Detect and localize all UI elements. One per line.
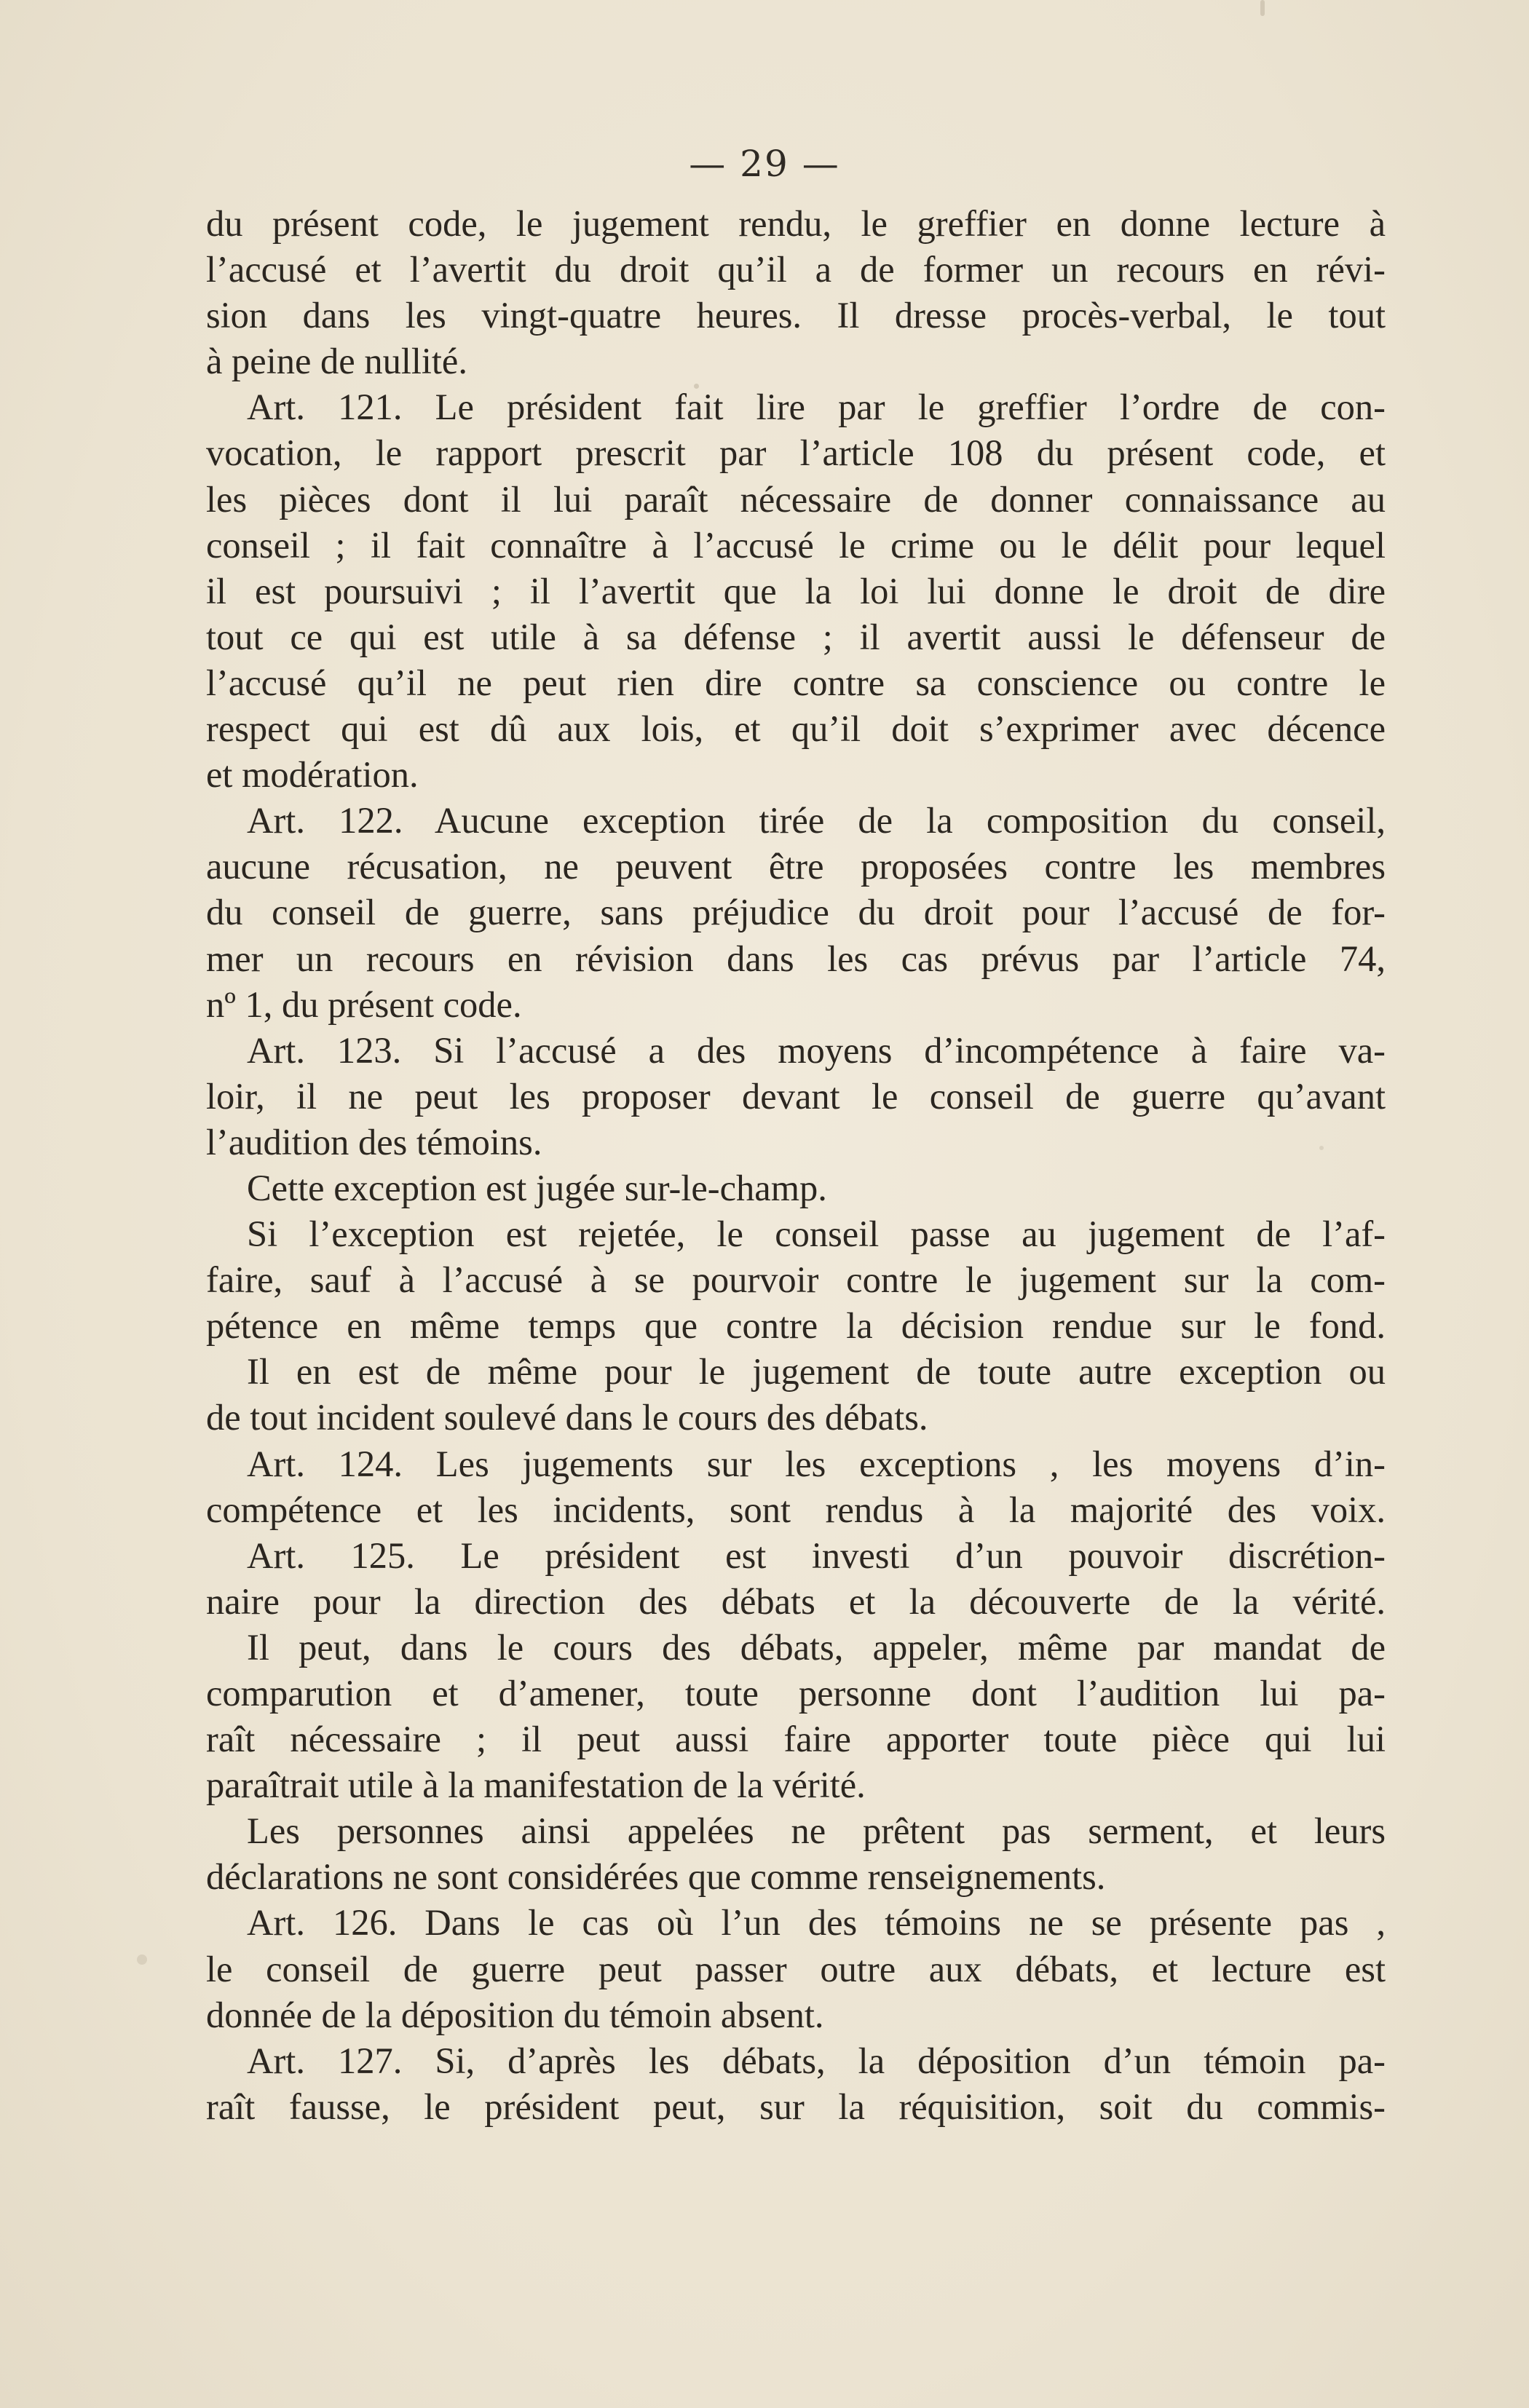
text-line: Il en est de même pour le jugement de toute autre exception ou — [247, 1351, 1386, 1393]
text-line: compétence et les incidents, sont rendus à la majorité des voix. — [206, 1489, 1386, 1530]
text-line: raît fausse, le président peut, sur la réquisition, soit du commis- — [206, 2086, 1386, 2127]
text-line: faire, sauf à l’accusé à se pourvoir contre le jugement sur la com- — [206, 1259, 1386, 1301]
text-line: l’accusé qu’il ne peut rien dire contre sa conscience ou contre le — [206, 662, 1386, 703]
body-text — [206, 201, 1386, 2130]
text-line: il est poursuivi ; il l’avertit que la loi lui donne le droit de dire — [206, 570, 1386, 611]
text-line: du conseil de guerre, sans préjudice du droit pour l’accusé de for- — [206, 892, 1386, 933]
text-line: donnée de la déposition du témoin absent. — [206, 1994, 824, 2035]
text-line: Il peut, dans le cours des débats, appeler, même par mandat de — [247, 1626, 1386, 1668]
text-line: l’accusé et l’avertit du droit qu’il a de former un recours en révi- — [206, 249, 1386, 290]
text-line: Art. 124. Les jugements sur les exceptions , les moyens d’in- — [247, 1443, 1386, 1484]
text-line: vocation, le rapport prescrit par l’article 108 du présent code, et — [206, 432, 1386, 474]
text-line: aucune récusation, ne peuvent être proposées contre les membres — [206, 846, 1386, 887]
text-line: loir, il ne peut les proposer devant le conseil de guerre qu’avant — [206, 1075, 1386, 1117]
text-line: pétence en même temps que contre la décision rendue sur le fond. — [206, 1305, 1386, 1347]
text-line: mer un recours en révision dans les cas prévus par l’article 74, — [206, 938, 1386, 979]
text-line: Si l’exception est rejetée, le conseil passe au jugement de l’af- — [247, 1213, 1386, 1255]
paper-speck — [137, 1954, 147, 1965]
text-line: sion dans les vingt-quatre heures. Il dresse procès-verbal, le tout — [206, 295, 1386, 336]
text-line: déclarations ne sont considérées que comme renseignements. — [206, 1856, 1106, 1898]
text-line: Cette exception est jugée sur-le-champ. — [247, 1167, 827, 1208]
text-line: Art. 123. Si l’accusé a des moyens d’incompétence à faire va- — [247, 1029, 1386, 1071]
text-line: paraîtrait utile à la manifestation de la vérité. — [206, 1765, 866, 1806]
text-line: Art. 122. Aucune exception tirée de la composition du conseil, — [247, 800, 1386, 841]
text-line: Art. 125. Le président est investi d’un pouvoir discrétion- — [247, 1534, 1386, 1576]
text-line: Les personnes ainsi appelées ne prêtent pas serment, et leurs — [247, 1810, 1386, 1852]
text-line: Art. 126. Dans le cas où l’un des témoins ne se présente pas , — [247, 1902, 1386, 1944]
text-line: raît nécessaire ; il peut aussi faire apporter toute pièce qui lui — [206, 1719, 1386, 1760]
text-line: comparution et d’amener, toute personne dont l’audition lui pa- — [206, 1673, 1386, 1714]
text-line: de tout incident soulevé dans le cours des débats. — [206, 1397, 928, 1438]
text-line: le conseil de guerre peut passer outre aux débats, et lecture est — [206, 1948, 1386, 1989]
paper-speck — [1260, 0, 1265, 16]
text-line: naire pour la direction des débats et la découverte de la vérité. — [206, 1580, 1386, 1622]
text-line: respect qui est dû aux lois, et qu’il doit s’exprimer avec décence — [206, 708, 1386, 750]
text-line: et modération. — [206, 754, 419, 796]
text-line: l’audition des témoins. — [206, 1121, 542, 1163]
text-line: les pièces dont il lui paraît nécessaire de donner connaissance au — [206, 478, 1386, 520]
text-line: conseil ; il fait connaître à l’accusé le crime ou le délit pour lequel — [206, 524, 1386, 566]
text-line: du présent code, le jugement rendu, le greffier en donne lecture à — [206, 203, 1386, 244]
text-line: nº 1, du présent code. — [206, 983, 522, 1025]
text-line: Art. 127. Si, d’après les débats, la déposition d’un témoin pa- — [247, 2040, 1386, 2081]
text-line: à peine de nullité. — [206, 341, 467, 382]
text-line: Art. 121. Le président fait lire par le greffier l’ordre de con- — [247, 387, 1386, 428]
page-number: — 29 — — [689, 143, 840, 185]
text-line: tout ce qui est utile à sa défense ; il avertit aussi le défenseur de — [206, 616, 1386, 657]
